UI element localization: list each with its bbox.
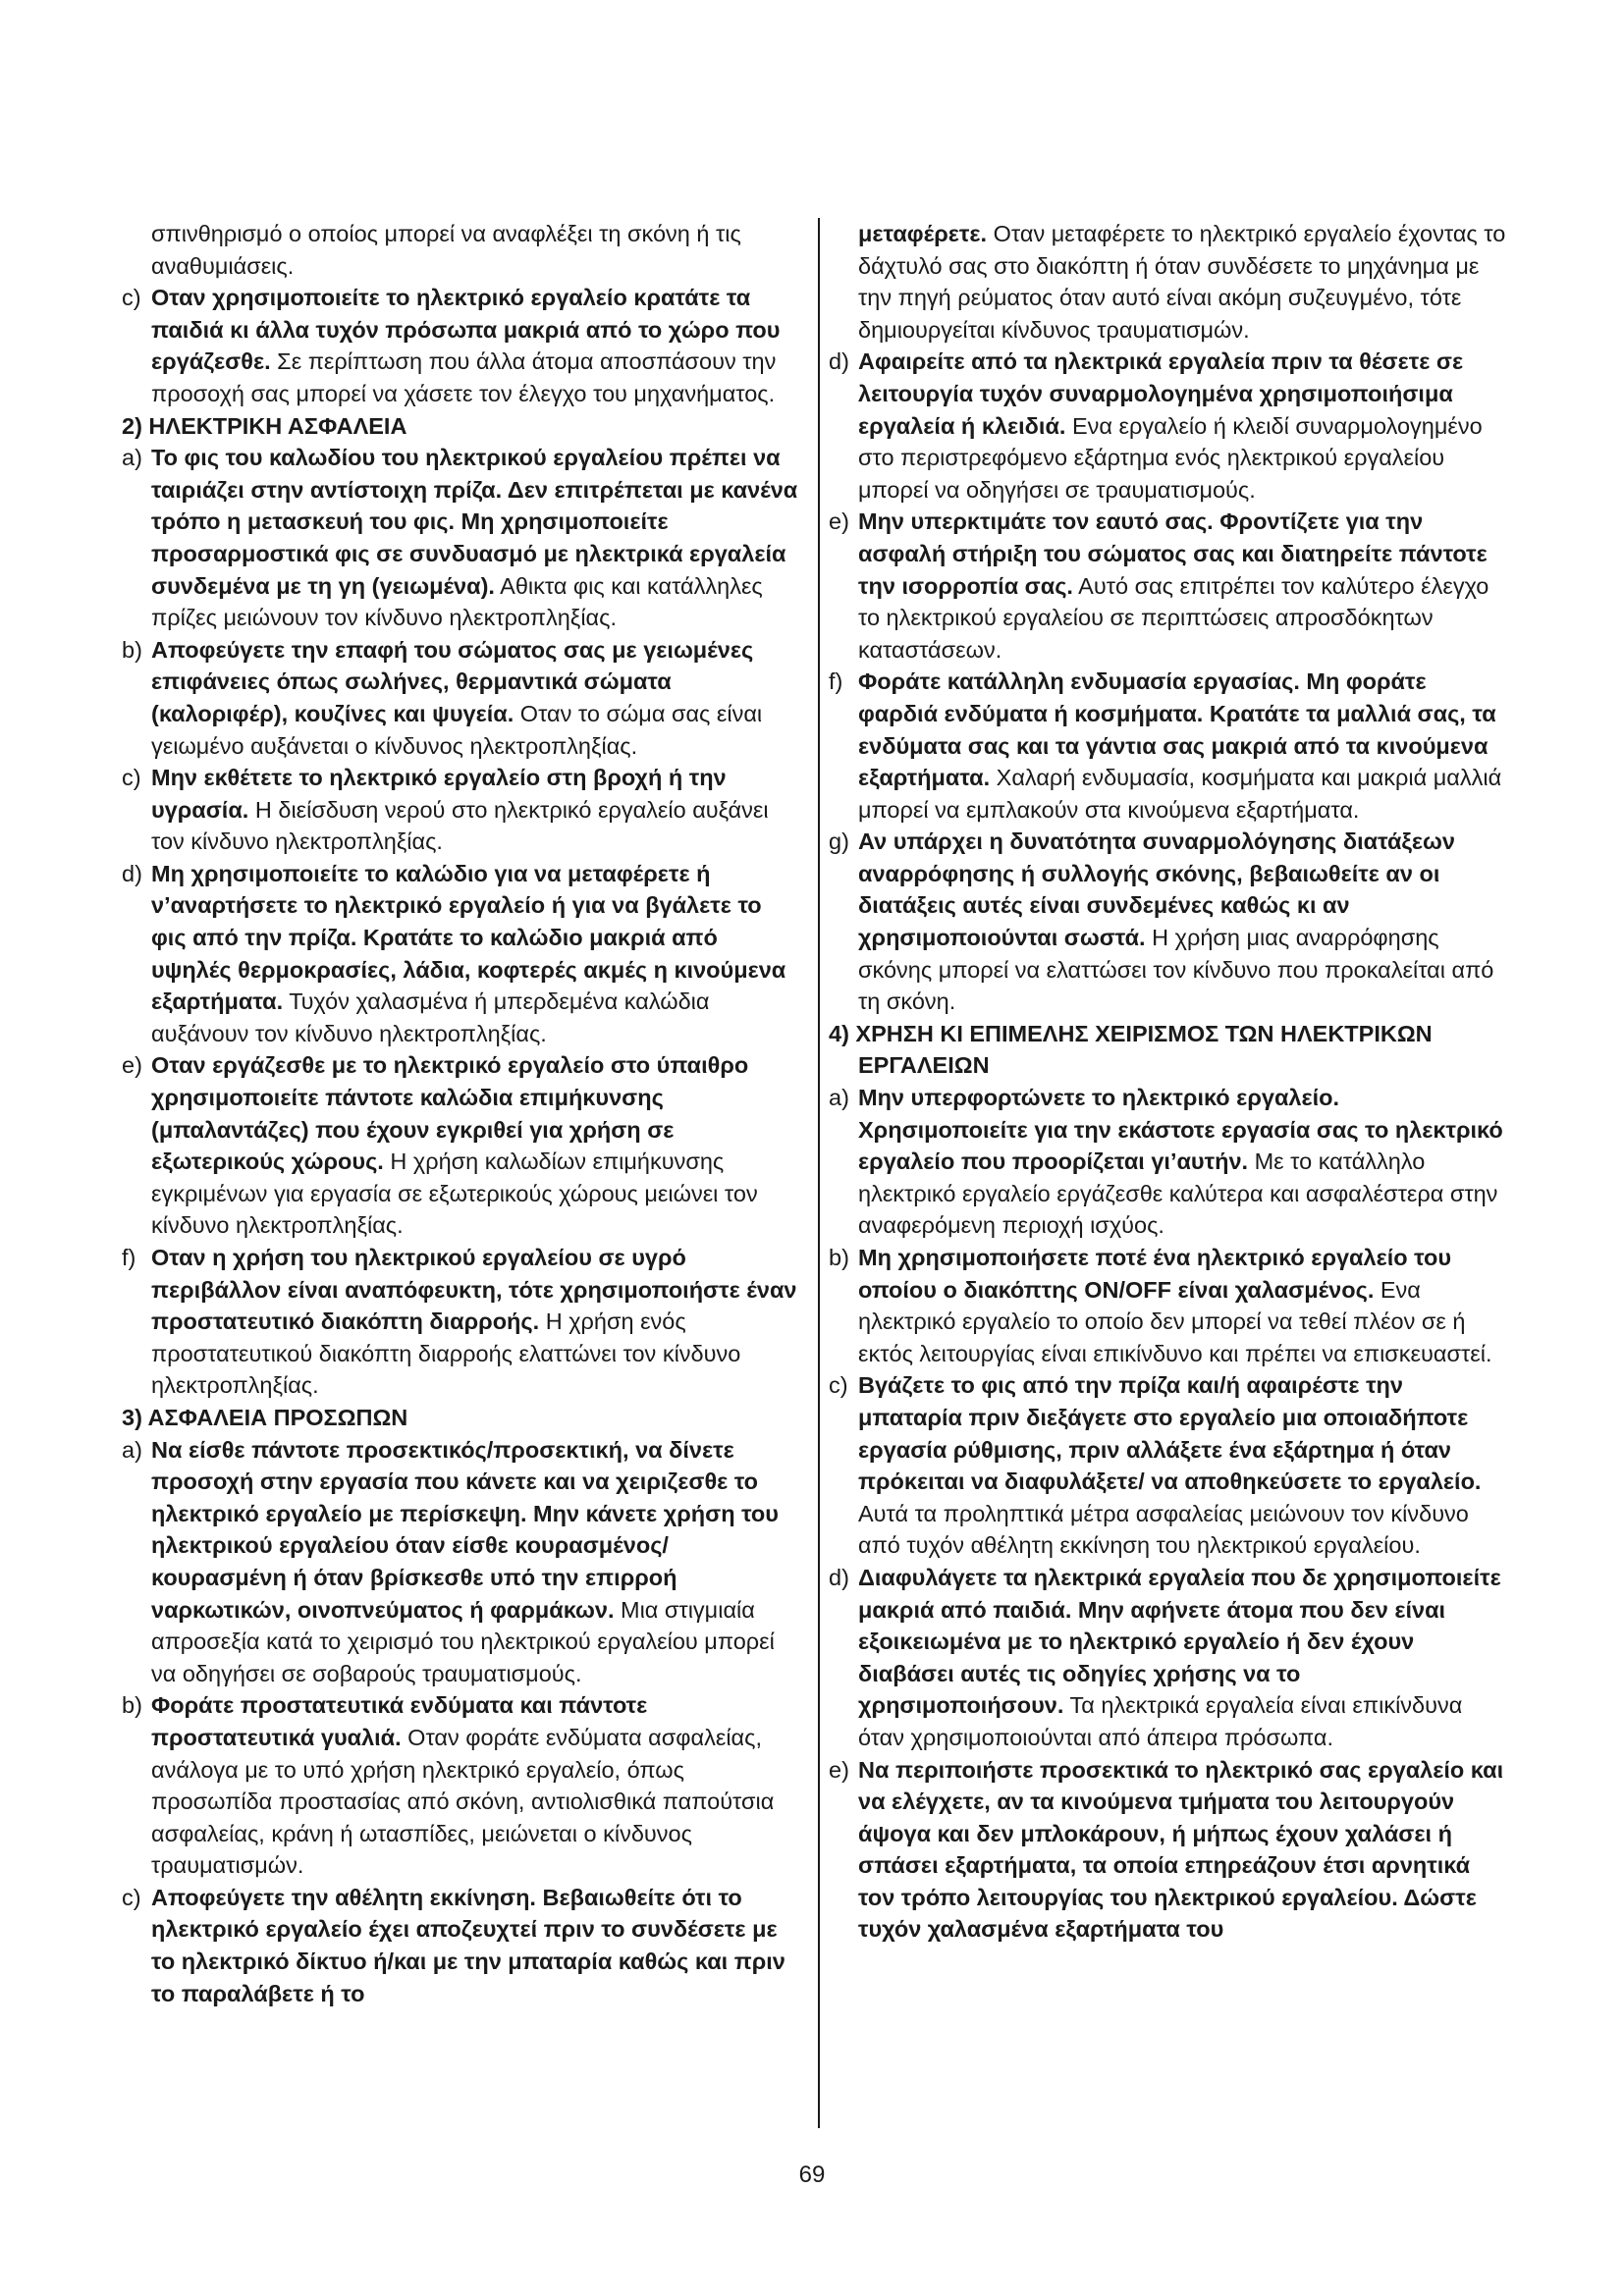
item-bold-text: Να περιποιήστε προσεκτικά το ηλεκτρικό σας εργαλείο και να ελέγχετε, αν τα κινούμενα τμήματα του λειτουργούν άψογα και δεν μπλοκάρουν, ή μήπως έχουν χαλάσει ή σπάσει εξαρτήματα, τα οποία επηρεάζουν έτσι αρνητικά τον τρόπο λειτουργίας του ηλεκτρικού εργαλείου. Δώστε τυχόν χαλασμένα εξαρτήματα του <box>858 1756 1504 1943</box>
item-text: Οταν φοράτε ενδύματα ασφαλείας, ανάλογα με το υπό χρήση ηλεκτρικό εργαλείο, όπως προσωπίδα προστασίας από σκόνη, αντιολισθικά παπούτσια ασφαλείας, κράνη ή ωτασπίδες, μειώνεται ο κίνδυνος τραυματισμών. <box>151 1724 775 1879</box>
safety-item-c-unintended-start <box>122 1882 799 2009</box>
item-bold-text: Βγάζετε το φις από την πρίζα και/ή αφαιρέστε την μπαταρία πριν διεξάγετε στο εργαλείο μια οποιαδήποτε εργασία ρύθμισης, πριν αλλάξετε ένα εξάρτημα ή όταν πρόκειται να διαφυλάξετε/ να αποθηκεύσετε το εργαλείο. <box>858 1372 1482 1495</box>
item-label: a) <box>122 1436 142 1463</box>
safety-item-c-disconnect <box>829 1369 1506 1562</box>
item-label: c) <box>122 285 141 311</box>
item-bold-text: Μη χρησιμοποιείτε το καλώδιο για να μεταφέρετε ή ν’αναρτήσετε το ηλεκτρικό εργαλείο ή για να βγάλετε το φις από την πρίζα. Κρατάτε το καλώδιο μακριά από υψηλές θερμοκρασίες, λάδια, κοφτερές ακμές η κινούμενα εξαρτήματα. <box>151 860 786 1015</box>
right-column <box>829 218 1506 1946</box>
item-text: Τυχόν χαλασμένα ή μπερδεμένα καλώδια αυξάνουν τον κίνδυνο ηλεκτροπληξίας. <box>151 988 710 1046</box>
continued-paragraph: σπινθηρισμό ο οποίος μπορεί να αναφλέξει τη σκόνη ή τις αναθυμιάσεις. <box>151 221 741 279</box>
item-bold-text: Οταν η χρήση του ηλεκτρικού εργαλείου σε υγρό περιβάλλον είναι αναπόφευκτη, τότε χρησιμοποιήστε έναν προστατευτικό διακόπτη διαρροής. <box>151 1245 797 1335</box>
item-bold-text: Οταν εργάζεσθε με το ηλεκτρικό εργαλείο στο ύπαιθρο χρησιμοποιείτε πάντοτε καλώδια επιμήκυνσης (μπαλαντάζες) που έχουν εγκριθεί για χρήση σε εξωτερικούς χώρους. <box>151 1052 749 1175</box>
continued-text: Οταν μεταφέρετε το ηλεκτρικό εργαλείο έχοντας το δάχτυλό σας στο διακόπτη ή όταν συνδέσετε το μηχάνημα με την πηγή ρεύματος όταν αυτό είναι ακόμη συζευγμένο, τότε δημιουργείται κίνδυνος τραυματισμών. <box>858 221 1506 343</box>
column-divider <box>818 218 820 2128</box>
safety-item-e-maintain <box>829 1754 1506 1947</box>
item-text: Σε περίπτωση που άλλα άτομα αποσπάσουν την προσοχή σας μπορεί να χάσετε τον έλεγχο του μηχανήματος. <box>151 348 777 406</box>
item-label: b) <box>122 636 142 663</box>
item-label: b) <box>829 1245 849 1270</box>
item-bold-text: Φοράτε προστατευτικά ενδύματα και πάντοτε προστατευτικά γυαλιά. <box>151 1692 648 1750</box>
item-label: f) <box>122 1245 136 1270</box>
item-bold-text: Αποφεύγετε την αθέλητη εκκίνηση. Βεβαιωθείτε ότι το ηλεκτρικό εργαλείο έχει αποζευχτεί πριν το συνδέσετε με το ηλεκτρικό δίκτυο ή/και με την μπαταρία καθώς και πριν το παραλάβετε ή το <box>151 1884 785 2006</box>
continued-paragraph <box>829 218 1506 346</box>
safety-item-c-work-area <box>122 282 799 409</box>
safety-item-d-store-away <box>829 1562 1506 1754</box>
item-text: Αθικτα φις και κατάλληλες πρίζες μειώνουν τον κίνδυνο ηλεκτροπληξίας. <box>151 572 763 631</box>
item-label: c) <box>829 1372 848 1399</box>
safety-item-e-outdoor <box>122 1049 799 1242</box>
item-label: e) <box>829 1756 849 1783</box>
safety-item-e-footing <box>829 506 1506 666</box>
safety-item-d-remove-keys <box>829 346 1506 506</box>
item-text: Η χρήση καλωδίων επιμήκυνσης εγκριμένων για εργασία σε εξωτερικούς χώρους μειώνει τον κίνδυνο ηλεκτροπληξίας. <box>151 1148 758 1239</box>
safety-item-g-dust-extraction <box>829 826 1506 1018</box>
safety-item-b-switch <box>829 1242 1506 1369</box>
item-label: d) <box>829 348 849 375</box>
item-text: Οταν το σώμα σας είναι γειωμένο αυξάνεται ο κίνδυνος ηλεκτροπληξίας. <box>151 700 763 759</box>
item-bold-text: Το φις του καλωδίου του ηλεκτρικού εργαλείου πρέπει να ταιριάζει στην αντίστοιχη πρίζα. Δεν επιτρέπεται με κανένα τρόπο η μετασκευή του φις. Μη χρησιμοποιείτε προσαρμοστικά φις σε συνδυασμό με ηλεκτρικά εργαλεία συνδεμένα με τη γη (γειωμένα). <box>151 445 798 599</box>
item-label: e) <box>829 508 849 535</box>
item-text: Ενα εργαλείο ή κλειδί συναρμολογημένο στο περιστρεφόμενο εξάρτημα ενός ηλεκτρικού εργαλείου μπορεί να οδηγήσει σε τραυματισμούς. <box>858 412 1483 503</box>
item-bold-text: Μην υπερφορτώνετε το ηλεκτρικό εργαλείο. Χρησιμοποιείτε για την εκάστοτε εργασία σας το ηλεκτρικό εργαλείο που προορίζεται γι’αυτήν. <box>858 1085 1503 1175</box>
item-bold-text: Οταν χρησιμοποιείτε το ηλεκτρικό εργαλείο κρατάτε τα παιδιά κι άλλα τυχόν πρόσωπα μακριά από το χώρο που εργάζεσθε. <box>151 285 781 375</box>
item-text: Ενα ηλεκτρικό εργαλείο το οποίο δεν μπορεί να τεθεί πλέον σε ή εκτός λειτουργίας είναι επικίνδυνο και πρέπει να επισκευαστεί. <box>858 1276 1492 1366</box>
item-bold-text: Διαφυλάγετε τα ηλεκτρικά εργαλεία που δε χρησιμοποιείτε μακριά από παιδιά. Μην αφήνετε άτομα που δεν είναι εξοικειωμένα με το ηλεκτρικό εργαλείο ή δεν έχουν διαβάσει αυτές τις οδηγίες χρήσης να το χρησιμοποιήσουν. <box>858 1564 1501 1719</box>
safety-item-a-no-overload <box>829 1082 1506 1242</box>
item-label: a) <box>829 1085 849 1111</box>
safety-item-f-clothing <box>829 666 1506 826</box>
safety-item-b-grounded-surfaces <box>122 634 799 762</box>
safety-item-c-rain <box>122 762 799 858</box>
safety-item-d-cord <box>122 858 799 1050</box>
item-bold-text: Μη χρησιμοποιήσετε ποτέ ένα ηλεκτρικό εργαλείο του οποίου ο διακόπτης ON/OFF είναι χαλασμένος. <box>858 1245 1452 1303</box>
item-label: c) <box>122 1884 141 1910</box>
safety-item-f-damp <box>122 1242 799 1402</box>
item-bold-text: Αφαιρείτε από τα ηλεκτρικά εργαλεία πριν τα θέσετε σε λειτουργία τυχόν συναρμολογημένα χρησιμοποιήσιμα εργαλεία ή κλειδιά. <box>858 348 1464 439</box>
safety-item-a-alert <box>122 1434 799 1690</box>
safety-item-b-protective-gear <box>122 1689 799 1882</box>
safety-item-a-plug <box>122 442 799 634</box>
item-bold-text: Μην υπερκτιμάτε τον εαυτό σας. Φροντίζετε για την ασφαλή στήριξη του σώματος σας και διατηρείτε πάντοτε την ισορροπία σας. <box>858 508 1488 599</box>
item-bold-text: Αν υπάρχει η δυνατότητα συναρμολόγησης διατάξεων αναρρόφησης ή συλλογής σκόνης, βεβαιωθείτε αν οι διατάξεις αυτές είναι συνδεμένες καθώς κι αν χρησιμοποιούνται σωστά. <box>858 828 1455 951</box>
item-text: Με το κατάλληλο ηλεκτρικό εργαλείο εργάζεσθε καλύτερα και ασφαλέστερα στην αναφερόμενη περιοχή ισχύος. <box>858 1148 1498 1239</box>
section-heading-personal-safety: 3) ΑΣΦΑΛΕΙΑ ΠΡΟΣΩΠΩΝ <box>122 1404 408 1430</box>
left-column <box>122 218 799 2009</box>
item-label: e) <box>122 1052 142 1079</box>
item-bold-text: Να είσθε πάντοτε προσεκτικός/προσεκτική, να δίνετε προσοχή στην εργασία που κάνετε και να χειριζεσθε το ηλεκτρικό εργαλείο με περίσκεψη. Μην κάνετε χρήση του ηλεκτρικού εργαλείου όταν είσθε κουρασμένος/κουρασμένη ή όταν βρίσκεσθε υπό την επιρροή ναρκωτικών, οινοπνεύματος ή φαρμάκων. <box>151 1436 779 1623</box>
item-bold-text: Φοράτε κατάλληλη ενδυμασία εργασίας. Μη φοράτε φαρδιά ενδύματα ή κοσμήματα. Κρατάτε τα μαλλιά σας, τα ενδύματα σας και τα γάντια σας μακριά από τα κινούμενα εξαρτήματα. <box>858 668 1496 791</box>
item-text: Τα ηλεκτρικά εργαλεία είναι επικίνδυνα όταν χρησιμοποιούνται από άπειρα πρόσωπα. <box>858 1692 1463 1750</box>
item-text: Χαλαρή ενδυμασία, κοσμήματα και μακριά μαλλιά μπορεί να εμπλακούν στα κινούμενα εξαρτήματα. <box>858 765 1502 823</box>
item-text: Μια στιγμιαία απροσεξία κατά το χειρισμό του ηλεκτρικού εργαλείου μπορεί να οδηγήσει σε σοβαρούς τραυματισμούς. <box>151 1596 775 1686</box>
item-text: Αυτό σας επιτρέπει τον καλύτερο έλεγχο το ηλεκτρικού εργαλείου σε περιπτώσεις απροσδόκητων καταστάσεων. <box>858 572 1489 663</box>
item-text: Η διείσδυση νερού στο ηλεκτρικό εργαλείο αυξάνει τον κίνδυνο ηλεκτροπληξίας. <box>151 796 769 855</box>
item-label: d) <box>122 860 142 886</box>
item-label: f) <box>829 668 843 695</box>
continued-bold-text: μεταφέρετε. <box>858 221 988 246</box>
page-number: 69 <box>798 2162 826 2188</box>
item-label: g) <box>829 828 849 855</box>
item-label: d) <box>829 1564 849 1590</box>
item-bold-text: Αποφεύγετε την επαφή του σώματος σας με γειωμένες επιφάνειες όπως σωλήνες, θερμαντικά σώματα (καλοριφέρ), κουζίνες και ψυγεία. <box>151 636 754 726</box>
item-text: Η χρήση ενός προστατευτικού διακόπτη διαρροής ελαττώνει τον κίνδυνο ηλεκτροπληξίας. <box>151 1308 741 1399</box>
item-label: c) <box>122 765 141 791</box>
item-text: Η χρήση μιας αναρρόφησης σκόνης μπορεί να ελαττώσει τον κίνδυνο που προκαλείται από τη σκόνη. <box>858 925 1494 1015</box>
item-text: Αυτά τα προληπτικά μέτρα ασφαλείας μειώνουν τον κίνδυνο από τυχόν αθέλητη εκκίνηση του ηλεκτρικού εργαλείου. <box>858 1500 1469 1559</box>
item-label: b) <box>122 1692 142 1719</box>
item-bold-text: Μην εκθέτετε το ηλεκτρικό εργαλείο στη βροχή ή την υγρασία. <box>151 765 727 823</box>
item-label: a) <box>122 445 142 471</box>
section-heading-electrical-safety: 2) ΗΛΕΚΤΡΙΚΗ ΑΣΦΑΛΕΙΑ <box>122 412 407 439</box>
section-heading-tool-use-care: 4) ΧΡΗΣΗ ΚΙ ΕΠΙΜΕΛΗΣ ΧΕΙΡΙΣΜΟΣ ΤΩΝ ΗΛΕΚΤΡΙΚΩΝ ΕΡΓΑΛΕΙΩΝ <box>829 1020 1433 1079</box>
